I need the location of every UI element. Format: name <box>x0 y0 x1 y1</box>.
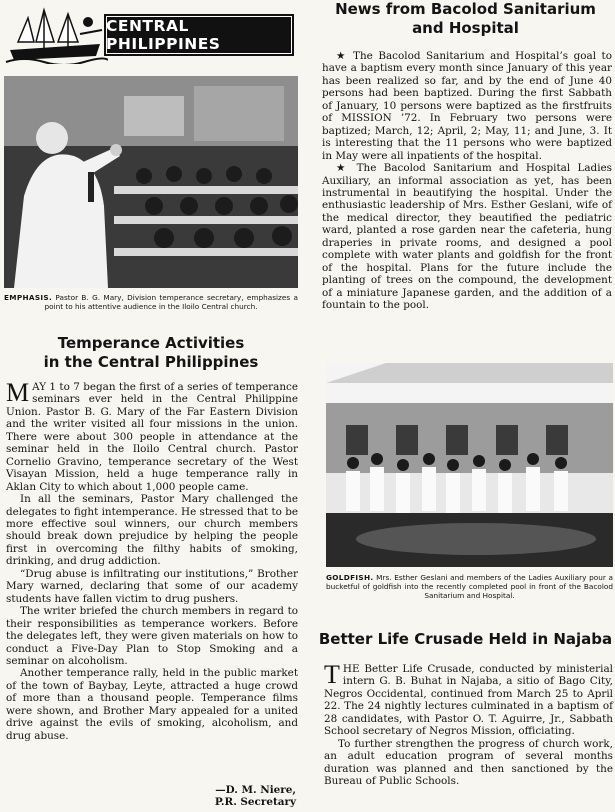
photo-caption-emphasis <box>4 293 298 311</box>
author-name: —D. M. Niere, <box>215 784 296 796</box>
drop-cap: M <box>6 378 30 407</box>
photo-caption-goldfish <box>326 573 613 600</box>
headline-line: and Hospital <box>412 19 519 37</box>
article-najaba-body <box>324 660 613 788</box>
article-bacolod-headline <box>318 0 613 38</box>
caption-text: Mrs. Esther Geslani and members of the Ladies Auxiliary pour a bucketful of goldfish into the recently completed pool in front of the Bacolod Sanitarium and Hospital. <box>326 573 613 600</box>
photo-temperance-seminar <box>4 76 298 288</box>
paragraph: The writer briefed the church members in regard to their responsibilities as temperance workers. Before the delegates left, they were given materials on how to conduct a Five-Day Plan to Stop Smoking and a seminar on alcoholism. <box>6 605 298 667</box>
article-temperance-headline <box>4 334 298 372</box>
section-banner-artwork <box>4 4 108 64</box>
caption-lead: GOLDFISH. <box>326 573 374 582</box>
article-bacolod-body <box>322 50 612 312</box>
paragraph: “Drug abuse is infiltrating our institutions,” Brother Mary warned, declaring that some of our academy students have fallen victim to drug pushers. <box>6 567 298 605</box>
section-title: CENTRAL PHILIPPINES <box>104 14 294 56</box>
caption-text: Pastor B. G. Mary, Division temperance secretary, emphasizes a point to his attentive audience in the Iloilo Central church. <box>44 293 298 311</box>
caption-lead: EMPHASIS. <box>4 293 53 302</box>
paragraph: To further strengthen the progress of church work, an adult education program of several months duration was planned and then sanctioned by the Bureau of Public Schools. <box>324 737 613 788</box>
photo-goldfish-pool <box>326 363 613 567</box>
paragraph: In all the seminars, Pastor Mary challenged the delegates to fight intemperance. He stressed that to be more effective soul winners, our church members should break down prejudice by helping the people first in overcoming the filthy habits of smoking, drinking, and drug addiction. <box>6 493 298 568</box>
paragraph: Another temperance rally, held in the public market of the town of Baybay, Leyte, attracted a huge crowd of more than a thousand people. Temperance films were shown, and Brother Mary appealed for a united drive against the evils of smoking, alcoholism, and drug abuse. <box>6 667 298 742</box>
paragraph: ★ The Bacolod Sanitarium and Hospital’s goal to have a baptism every month since January of this year has been realized so far, and by the end of June 40 persons had been baptized. During the first Sabbath of January, 10 persons were baptized as the firstfruits of MISSION ’72. In February two persons were baptized; March, 12; April, 2; May, 11; and June, 3. It is interesting that the 11 persons who were baptized in May were all inpatients of the hospital. <box>322 50 612 162</box>
article-najaba-headline: Better Life Crusade Held in Najaba <box>318 630 613 648</box>
headline-line: News from Bacolod Sanitarium <box>335 0 596 18</box>
section-banner <box>4 4 298 64</box>
paragraph: MAY 1 to 7 began the first of a series of temperance seminars ever held in the Central Philippine Union. Pastor B. G. Mary of the Far Eastern Division and the writer visited all four missions in the union. There were about 300 people in attendance at the seminar held in the Iloilo Central church. Pastor Cornelio Gravino, temperance secretary of the West Visayan Mission, held a huge temperance rally in Aklan City to which about 1,000 people came. <box>6 378 298 493</box>
drop-cap: T <box>324 660 340 689</box>
headline-line: in the Central Philippines <box>43 353 259 371</box>
paragraph: ★ The Bacolod Sanitarium and Hospital Ladies Auxiliary, an informal association as yet, has been instrumental in beautifying the hospital. Under the enthusiastic leadership of Mrs. Esther Geslani, wife of the medical director, they beautified the pediatric ward, planted a rose garden near the cafeteria, hung draperies in private rooms, and designed a pool complete with water plants and goldfish for the front of the hospital. Plans for the future include the planting of trees on the compound, the development of a miniature Japanese garden, and the addition of a fountain to the pool. <box>322 162 612 312</box>
headline-line: Temperance Activities <box>57 334 245 352</box>
paragraph: THE Better Life Crusade, conducted by ministerial intern G. B. Buhat in Najaba, a sitio of Bago City, Negros Occidental, continued from March 25 to April 22. The 24 nightly lectures culminated in a baptism of 28 candidates, with Pastor O. T. Aguirre, Jr., Sabbath School secretary of Negros Mission, officiating. <box>324 660 613 738</box>
author-title: P.R. Secretary <box>214 796 296 809</box>
article-temperance-body <box>6 378 298 742</box>
article-temperance-byline <box>150 784 296 809</box>
